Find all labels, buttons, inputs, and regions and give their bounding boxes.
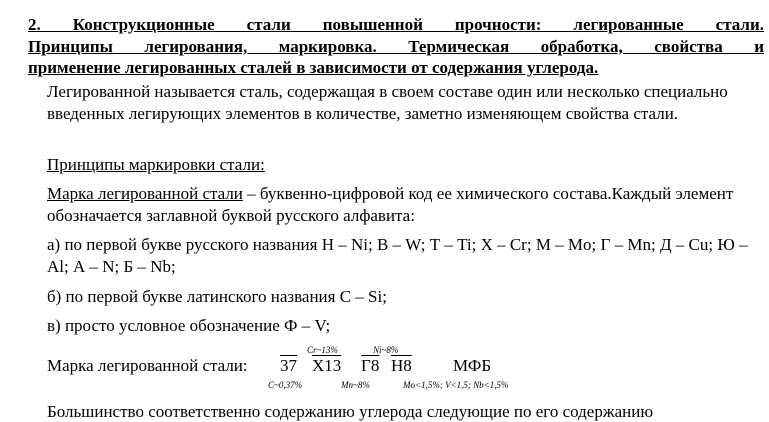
mark-definition-text: – буквенно-цифровой код ее химического состава.Каждый элемент обозначается заглавной буквой русского алфавита:	[47, 184, 734, 225]
list-item-b: б) по первой букве латинского названия С – Si;	[47, 287, 387, 306]
example-label: Марка легированной стали:	[47, 356, 248, 375]
next-paragraph-partial: Большинство соответственно содержанию углерода следующие по его содержанию	[47, 402, 654, 421]
heading-line-3: применение легированных сталей в зависимости от содержания углерода.	[28, 58, 599, 77]
principles-heading: Принципы маркировки стали:	[47, 155, 265, 174]
list-item-a: а) по первой букве русского названия Н – Ni; В – W; Т – Ti; Х – Cr; М – Mo; Г – Mn; Д – Cu; Ю – Al; А – N; Б – Nb;	[47, 235, 748, 276]
definition-paragraph: Легированной называется сталь, содержащая в своем составе один или несколько специально введенных легирующих элементов в количестве, заметно изменяющем свойства стали.	[47, 82, 728, 123]
heading-line-1: 2. Конструкционные стали повышенной прочности: легированные стали.	[28, 15, 764, 34]
mark-token-nickel: Н8	[391, 356, 412, 375]
annotation-chromium: Cr~13%	[307, 345, 338, 355]
annotation-manganese: Mn~8%	[341, 380, 370, 390]
list-item-c: в) просто условное обозначение Ф – V;	[47, 316, 331, 335]
mark-token-others: МФБ	[453, 356, 492, 375]
annotation-carbon: C~0,37%	[268, 380, 303, 390]
mark-token-carbon: 37	[280, 356, 297, 375]
mark-token-manganese: Г8	[361, 356, 380, 375]
heading-line-2: Принципы легирования, маркировка. Термическая обработка, свойства и	[28, 36, 764, 56]
annotation-others: Mo<1,5%; V<1,5; Nb<1,5%	[403, 380, 509, 390]
section-heading	[28, 14, 764, 79]
mark-token-chromium: Х13	[312, 356, 342, 375]
annotation-nickel: Ni~8%	[373, 345, 399, 355]
mark-term: Марка легированной стали	[47, 184, 243, 203]
mark-definition-paragraph	[47, 183, 762, 227]
